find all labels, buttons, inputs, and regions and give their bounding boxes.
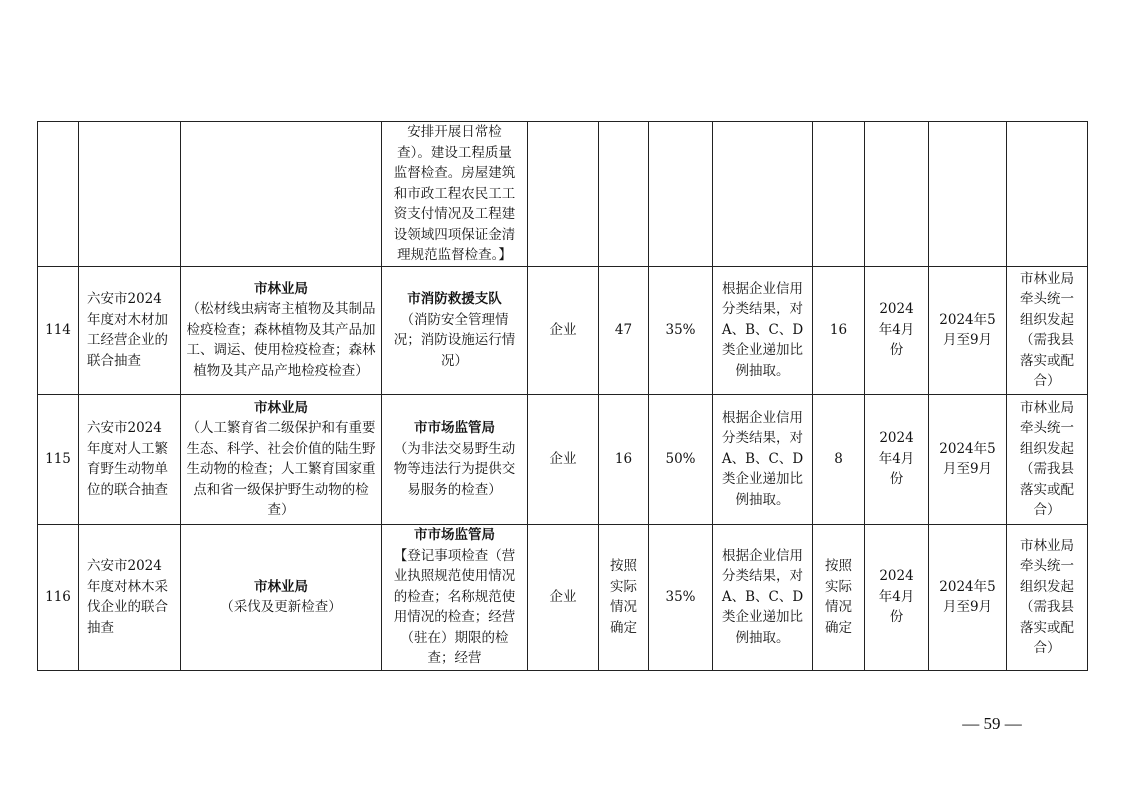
cell-coop [382, 394, 528, 524]
cell-count: 按照实际情况确定 [599, 524, 649, 670]
cell-lead [181, 122, 382, 267]
cell-start: 2024年4月份 [865, 394, 929, 524]
table-row-116 [38, 524, 1088, 670]
cell-method: 根据企业信用分类结果，对A、B、C、D类企业递加比例抽取。 [713, 524, 813, 670]
cell-number: 116 [38, 524, 79, 670]
cell-coop-continuation [382, 122, 528, 267]
cell-task: 六安市2024年度对林木采伐企业的联合抽查 [79, 524, 181, 670]
lead-dept: 市林业局 [254, 578, 308, 595]
coop-dept: 市市场监管局 [414, 527, 495, 544]
cell-number: 115 [38, 394, 79, 524]
cell-object: 企业 [528, 524, 599, 670]
cell-coop [382, 524, 528, 670]
cell-sample: 16 [813, 266, 865, 394]
cell-coop [382, 266, 528, 394]
coop-items: （消防安全管理情况；消防设施运行情况） [393, 311, 516, 369]
cell-note: 市林业局牵头统一组织发起（需我县落实或配合） [1007, 266, 1088, 394]
cell-object: 企业 [528, 394, 599, 524]
lead-items: （采伐及更新检查） [220, 599, 342, 615]
cell-period [929, 122, 1007, 267]
cell-ratio: 50% [649, 394, 713, 524]
inspection-table [37, 121, 1088, 671]
cell-start: 2024年4月份 [865, 524, 929, 670]
cell-method: 根据企业信用分类结果，对A、B、C、D类企业递加比例抽取。 [713, 394, 813, 524]
cell-number: 114 [38, 266, 79, 394]
table-row-115 [38, 394, 1088, 524]
coop-items: 【登记事项检查（营业执照规范使用情况的检查；名称规范使用情况的检查；经营（驻在）期限的检查；经营 [393, 547, 516, 667]
lead-items: （人工繁育省二级保护和有重要生态、科学、社会价值的陆生野生动物的检查；人工繁育国家重点和省一级保护野生动物的检查） [186, 420, 376, 518]
cell-note: 市林业局牵头统一组织发起（需我县落实或配合） [1007, 524, 1088, 670]
cell-ratio [649, 122, 713, 267]
cell-period: 2024年5月至9月 [929, 524, 1007, 670]
cell-sample: 8 [813, 394, 865, 524]
cell-count: 47 [599, 266, 649, 394]
table-row-114 [38, 266, 1088, 394]
cell-task [79, 122, 181, 267]
table-row-continuation [38, 122, 1088, 267]
cell-number [38, 122, 79, 267]
lead-dept: 市林业局 [254, 399, 308, 416]
cell-ratio: 35% [649, 266, 713, 394]
cell-period: 2024年5月至9月 [929, 266, 1007, 394]
cell-start: 2024年4月份 [865, 266, 929, 394]
cell-lead [181, 266, 382, 394]
cell-start [865, 122, 929, 267]
lead-dept: 市林业局 [254, 280, 308, 297]
cell-lead [181, 394, 382, 524]
cell-note [1007, 122, 1088, 267]
cell-ratio: 35% [649, 524, 713, 670]
cell-method [713, 122, 813, 267]
coop-items: （为非法交易野生动物等违法行为提供交易服务的检查） [393, 440, 516, 498]
cell-task: 六安市2024年度对人工繁育野生动物单位的联合抽查 [79, 394, 181, 524]
cell-object: 企业 [528, 266, 599, 394]
cell-count: 16 [599, 394, 649, 524]
cell-method: 根据企业信用分类结果，对A、B、C、D类企业递加比例抽取。 [713, 266, 813, 394]
page-number: — 59 — [962, 714, 1022, 733]
cell-sample [813, 122, 865, 267]
cell-task: 六安市2024年度对木材加工经营企业的联合抽查 [79, 266, 181, 394]
cell-period: 2024年5月至9月 [929, 394, 1007, 524]
cell-lead [181, 524, 382, 670]
coop-dept: 市市场监管局 [414, 420, 495, 436]
cell-count [599, 122, 649, 267]
lead-items: （松材线虫病寄主植物及其制品检疫检查；森林植物及其产品加工、调运、使用检疫检查；森林植物及其产品产地检疫检查） [186, 301, 376, 379]
cell-sample: 按照实际情况确定 [813, 524, 865, 670]
coop-dept: 市消防救援支队 [407, 291, 502, 307]
cell-note: 市林业局牵头统一组织发起（需我县落实或配合） [1007, 394, 1088, 524]
coop-continuation-text: 安排开展日常检查）。建设工程质量监督检查。房屋建筑和市政工程农民工工资支付情况及工程建设领域四项保证金清理规范监督检查。】 [393, 124, 516, 263]
cell-object [528, 122, 599, 267]
